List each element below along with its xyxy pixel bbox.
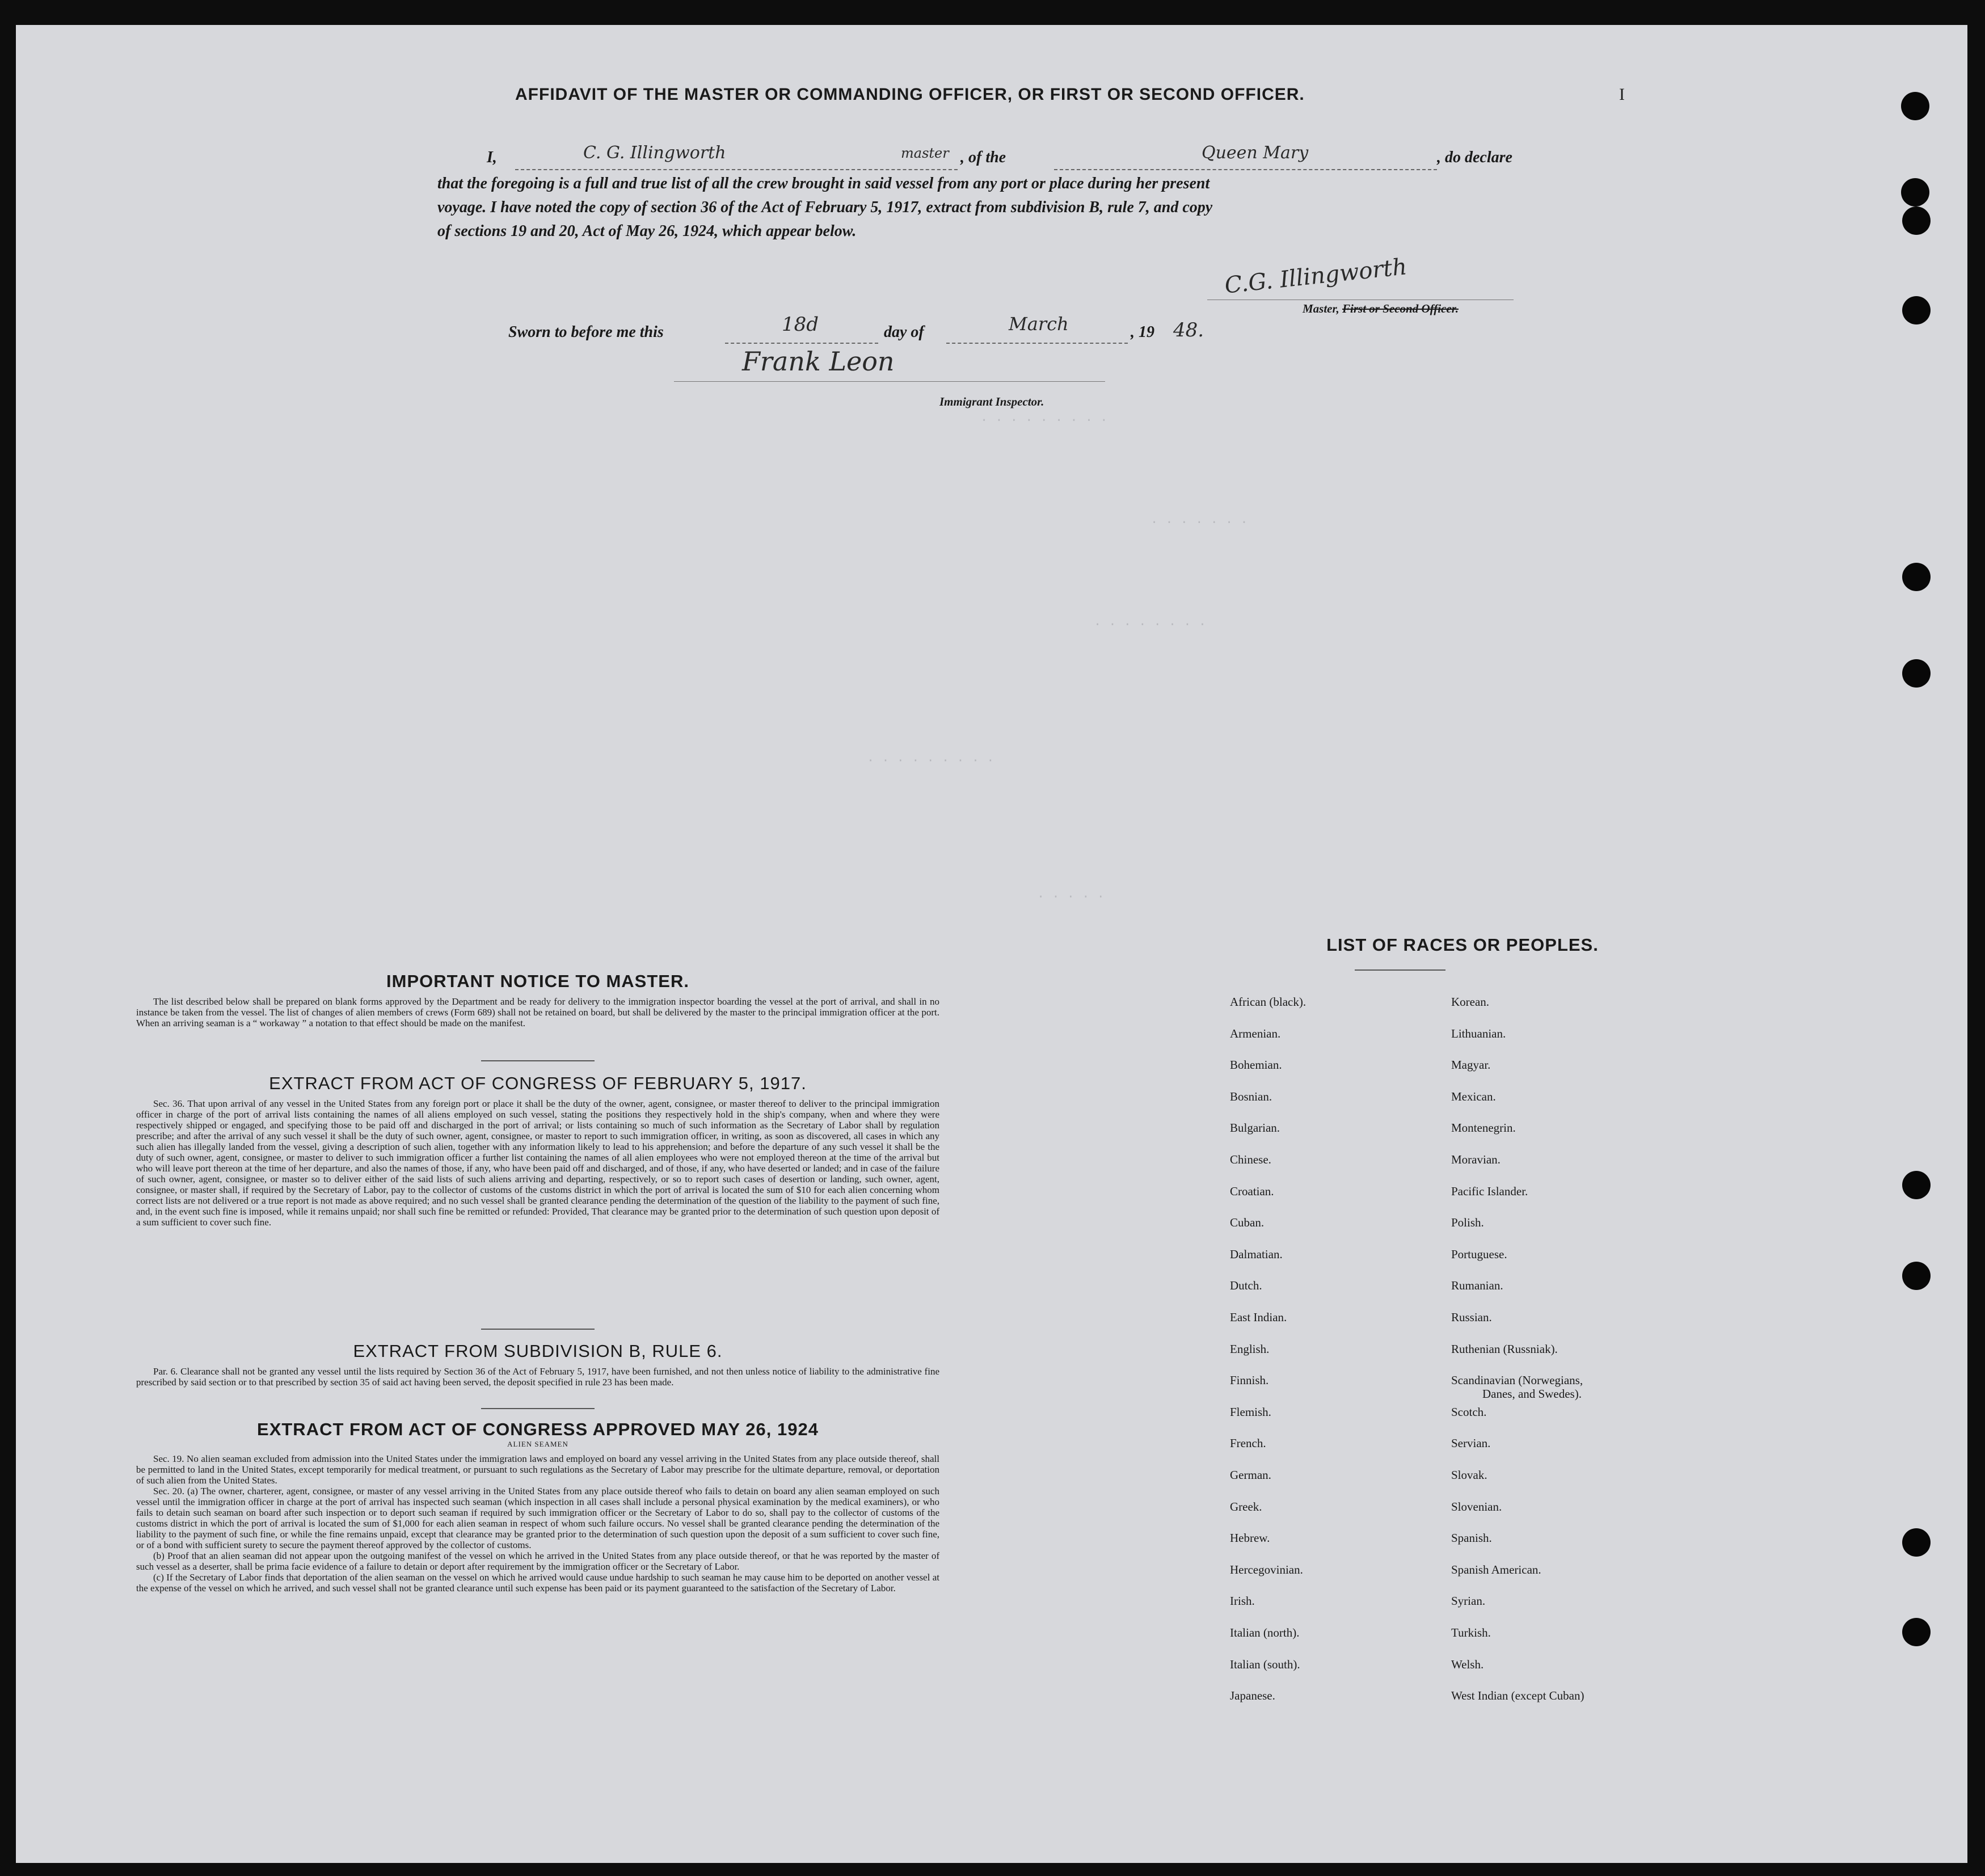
sworn-month: March [1009,313,1069,335]
race-item: French. [1230,1436,1266,1451]
notice-title: IMPORTANT NOTICE TO MASTER. [386,971,689,991]
caption-master: Master, [1303,302,1339,315]
punch-hole [1901,92,1929,120]
race-item: Danes, and Swedes). [1482,1387,1582,1401]
bleed-through-text: . . . . . . . . . [867,751,994,765]
race-item: English. [1230,1342,1270,1356]
punch-hole [1902,1618,1931,1646]
race-item: German. [1230,1468,1271,1482]
section-36-text: Sec. 36. That upon arrival of any vessel in the United States from any foreign port or place it shall be the duty of the owner, agent, consignee, or master thereof to deliver to the principal immigration officer in charge of the port of arrival lists containing the names of all aliens employed on such vessel, stating the positions they respectively hold in the ship's company, when and where they were respectively shipped or engaged, and specifying those to be paid off and discharged in the port of arrival; or lists containing so much of such information as the Secretary of Labor shall by regulation prescribe; and after the arrival of any such vessel it shall be the duty of such owner, agent, consignee, or master to report to such immigration officer, in writing, as soon as discovered, all cases in which any such alien has illegally landed from the vessel, giving a description of such alien, together with any information likely to lead to his apprehension; and before the departure of any such vessel it shall be the duty of such owner, agent, consignee, or master to deliver to such immigration officer a further list containing the names of all alien employees who were not employed thereon at the time of the arrival but who will leave port thereon at the time of her departure, and also the names of those, if any, who have been paid off and discharged, and of those, if any, who have deserted or landed; and in case of the failure of such owner, agent, consignee, or master so to deliver either of the said lists of such aliens arriving and departing, respectively, or so to report such cases of desertion or landing, such owner, agent, consignee, or master shall, if required by the Secretary of Labor, pay to the collector of customs of the customs district in which the port of arrival is located the sum of $10 for each alien concerning whom correct lists are not delivered or a true report is not made as above required; and no such vessel shall be granted clearance pending the determination of the question of the liability to the payment of such fine, and, in the event such fine is imposed, while it remains unpaid; nor shall such fine be remitted or refunded: Provided, That clearance may be granted prior to the determination of such question upon deposit of a sum sufficient to cover such fine. [136,1098,939,1228]
race-item: Servian. [1451,1436,1491,1451]
punch-hole [1901,178,1929,206]
race-item: Pacific Islander. [1451,1184,1528,1198]
race-item: East Indian. [1230,1310,1287,1324]
year-prefix: , 19 [1131,323,1154,341]
par-6-text: Par. 6. Clearance shall not be granted any vessel until the lists required by Section 36 of the Act of February 5, 1917, have been furnished, and not then unless notice of liability to the administrative fine prescribed by said section or to that prescribed by section 35 of said act having been served, the deposit specified in rule 23 has been made. [136,1366,939,1388]
declaration-line-3: voyage. I have noted the copy of section 36 of the Act of February 5, 1917, extract from subdivision B, rule 7, and copy [437,199,1213,216]
race-item: Croatian. [1230,1184,1274,1198]
sworn-day-underline [725,343,878,344]
bleed-through-text: . . . . . . . [1150,513,1248,527]
notice-text: The list described below shall be prepared on blank forms approved by the Department and be ready for delivery to the immigration inspector boarding the vessel at the port of arrival, and shall in no instance be taken from the vessel. The list of changes of alien members of crews (Form 689) shall not be retained on board, but shall be delivered by the master to the principal immigration officer at the port. When an arriving seaman is a “ workaway ” a notation to that effect should be made on the manifest. [136,996,939,1028]
race-item: Scotch. [1451,1405,1487,1419]
inspector-line [674,381,1105,382]
subdivision-body [136,1366,939,1388]
master-name: C. G. Illingworth [583,143,726,163]
subdivision-title: EXTRACT FROM SUBDIVISION B, RULE 6. [353,1341,723,1361]
of-the-label: , of the [960,149,1006,166]
alien-seamen-subtitle: ALIEN SEAMEN [507,1440,568,1448]
declarant-prefix: I, [487,149,497,166]
races-divider [1355,969,1445,971]
race-item: Hebrew. [1230,1531,1270,1545]
extract-1917-title: EXTRACT FROM ACT OF CONGRESS OF FEBRUARY 5, 1917. [269,1073,807,1093]
race-item: Russian. [1451,1310,1492,1324]
race-item: Spanish American. [1451,1562,1541,1576]
race-item: Syrian. [1451,1594,1486,1608]
race-item: Finnish. [1230,1373,1269,1388]
section-20c-text: (c) If the Secretary of Labor finds that deportation of the alien seaman on the vessel on which he arrived would cause undue hardship to such seaman he may cause him to be deported on another vessel at the expense of the vessel on which he arrived, and such vessel shall not be granted clearance until such expense has been paid or its payment guaranteed to the satisfaction of the Secretary of Labor. [136,1572,939,1593]
race-item: Greek. [1230,1499,1262,1514]
day-of-label: day of [884,323,924,341]
document-page [16,25,1967,1863]
race-item: Slovak. [1451,1468,1487,1482]
race-item: Ruthenian (Russniak). [1451,1342,1558,1356]
race-item: Japanese. [1230,1689,1275,1703]
race-item: Slovenian. [1451,1499,1502,1514]
race-item: Polish. [1451,1216,1484,1230]
race-item: Irish. [1230,1594,1255,1608]
notice-body [136,996,939,1028]
bleed-through-text: . . . . . . . . . [980,411,1108,425]
races-title: LIST OF RACES OR PEOPLES. [1326,935,1599,955]
race-item: Rumanian. [1451,1279,1503,1293]
race-item: Bosnian. [1230,1089,1272,1103]
extract-1924-title: EXTRACT FROM ACT OF CONGRESS APPROVED MAY 26, 1924 [257,1419,819,1439]
punch-hole [1902,659,1931,688]
race-item: Turkish. [1451,1626,1491,1639]
race-item: Lithuanian. [1451,1026,1506,1040]
punch-hole [1902,1171,1931,1199]
race-item: Cuban. [1230,1216,1265,1230]
name-underline [515,169,958,170]
section-20a-text: Sec. 20. (a) The owner, charterer, agent, consignee, or master of any vessel arriving in the United States from any place outside thereof who fails to detain on board any alien seaman employed on such vessel until the immigration officer in charge at the port of arrival has inspected such seaman (which inspection in all cases shall include a personal physical examination by the medical examiners), or who fails to detain such seaman on board after such inspection or to deport such seaman if required by such immigration officer or the Secretary of Labor to do so, shall pay to the collector of customs of the customs district in which the port of arrival is located the sum of $1,000 for each alien seaman in respect of whom such failure occurs. No vessel shall be granted clearance pending the determination of the liability to the payment of such fine, or while the fine remains unpaid, except that clearance may be granted prior to the determination of such question upon the deposit of a sum sufficient to cover such fine, or of a bond with sufficient surety to secure the payment thereof approved by the collector of customs. [136,1486,939,1550]
race-item: Moravian. [1451,1153,1501,1166]
race-item: Magyar. [1451,1058,1491,1072]
divider [481,1408,595,1409]
section-20b-text: (b) Proof that an alien seaman did not appear upon the outgoing manifest of the vessel on which he arrived in the United States from any place outside thereof, or that he was reported by the master of such vessel as a deserter, shall be prima facie evidence of a failure to detain or deport after requirement by the immigration officer or the Secretary of Labor. [136,1550,939,1572]
race-item: Dalmatian. [1230,1247,1283,1261]
race-item: African (black). [1230,995,1307,1009]
race-item: Mexican. [1451,1089,1496,1103]
sworn-label: Sworn to before me this [508,323,664,341]
race-item: Armenian. [1230,1026,1281,1040]
written-title: master [901,145,949,161]
race-item: Flemish. [1230,1405,1271,1419]
declaration-line-2: that the foregoing is a full and true list of all the crew brought in said vessel from any port or place during her present [437,175,1210,192]
race-item: Welsh. [1451,1657,1484,1671]
section-19-text: Sec. 19. No alien seaman excluded from admission into the United States under the immigration laws and employed on board any vessel arriving in the United States from any place outside thereof, shall be permitted to land in the United States, except temporarily for medical treatment, or pursuant to such regulations as the Secretary of Labor may prescribe for the ultimate departure, removal, or deportation of such alien from the United States. [136,1453,939,1486]
race-item: West Indian (except Cuban) [1451,1689,1584,1703]
do-declare-label: , do declare [1437,149,1512,166]
race-item: Chinese. [1230,1153,1271,1166]
race-item: Spanish. [1451,1531,1492,1545]
inspector-caption: Immigrant Inspector. [939,395,1044,408]
month-underline [946,343,1128,344]
year-suffix: 48. [1173,319,1204,342]
caption-struck: First or Second Officer. [1342,302,1459,315]
race-item: Dutch. [1230,1279,1262,1293]
race-item: Bulgarian. [1230,1121,1280,1135]
punch-hole [1902,296,1931,324]
page-mark: I [1619,85,1625,104]
extract-1924-body [136,1453,939,1593]
signature-caption [1303,302,1459,316]
master-signature: C.G. Illingworth [1223,254,1409,299]
divider [481,1060,595,1061]
bleed-through-text: . . . . . . . . [1094,615,1207,629]
inspector-signature: Frank Leon [742,346,895,377]
race-item: Portuguese. [1451,1247,1507,1261]
race-item: Korean. [1451,995,1490,1009]
race-item: Montenegrin. [1451,1121,1516,1135]
race-item: Scandinavian (Norwegians, [1451,1373,1583,1388]
race-item: Italian (south). [1230,1657,1300,1671]
race-item: Bohemian. [1230,1058,1282,1072]
race-item: Italian (north). [1230,1626,1300,1639]
punch-hole [1902,206,1931,235]
punch-hole [1902,1528,1931,1557]
punch-hole [1902,563,1931,591]
bleed-through-text: . . . . . [1037,887,1105,901]
punch-hole [1902,1262,1931,1290]
extract-1917-body [136,1098,939,1228]
declaration-line-4: of sections 19 and 20, Act of May 26, 1924, which appear below. [437,222,857,240]
vessel-name: Queen Mary [1202,143,1309,163]
sworn-day: 18d [782,313,819,336]
divider [481,1329,595,1330]
vessel-underline [1054,169,1437,170]
race-item: Hercegovinian. [1230,1562,1303,1576]
affidavit-title: AFFIDAVIT OF THE MASTER OR COMMANDING OFFICER, OR FIRST OR SECOND OFFICER. [515,85,1305,104]
